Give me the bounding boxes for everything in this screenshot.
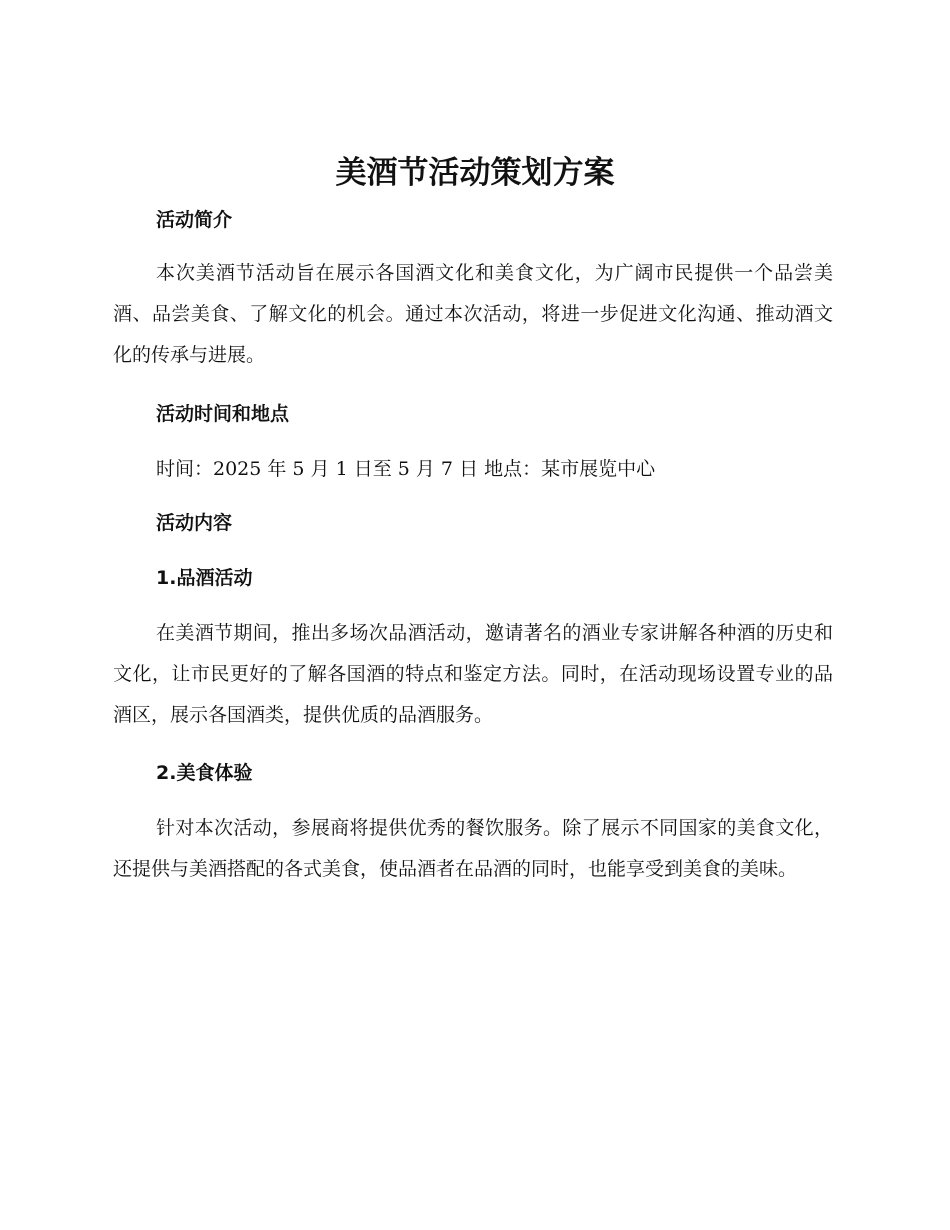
subsection-heading-wine-tasting: 1.品酒活动 [156,567,253,589]
document-title: 美酒节活动策划方案 [335,155,615,191]
section-heading-time-place: 活动时间和地点 [156,403,290,425]
time-place-paragraph: 时间：2025 年 5 月 1 日至 5 月 7 日 地点：某市展览中心 [156,458,656,480]
subsection-heading-food-experience: 2.美食体验 [156,762,253,784]
intro-paragraph: 本次美酒节活动旨在展示各国酒文化和美食文化，为广阔市民提供一个品尝美酒、品尝美食、了解文化的机会。通过本次活动，将进一步促进文化沟通、推动酒文化的传承与进展。 [113,262,833,366]
section-heading-content: 活动内容 [156,512,233,534]
wine-tasting-paragraph: 在美酒节期间，推出多场次品酒活动，邀请著名的酒业专家讲解各种酒的历史和文化，让市民更好的了解各国酒的特点和鉴定方法。同时，在活动现场设置专业的品酒区，展示各国酒类，提供优质的品酒服务。 [113,622,833,726]
section-heading-intro: 活动简介 [156,209,233,231]
food-experience-paragraph: 针对本次活动，参展商将提供优秀的餐饮服务。除了展示不同国家的美食文化，还提供与美酒搭配的各式美食，使品酒者在品酒的同时，也能享受到美食的美味。 [113,817,833,880]
